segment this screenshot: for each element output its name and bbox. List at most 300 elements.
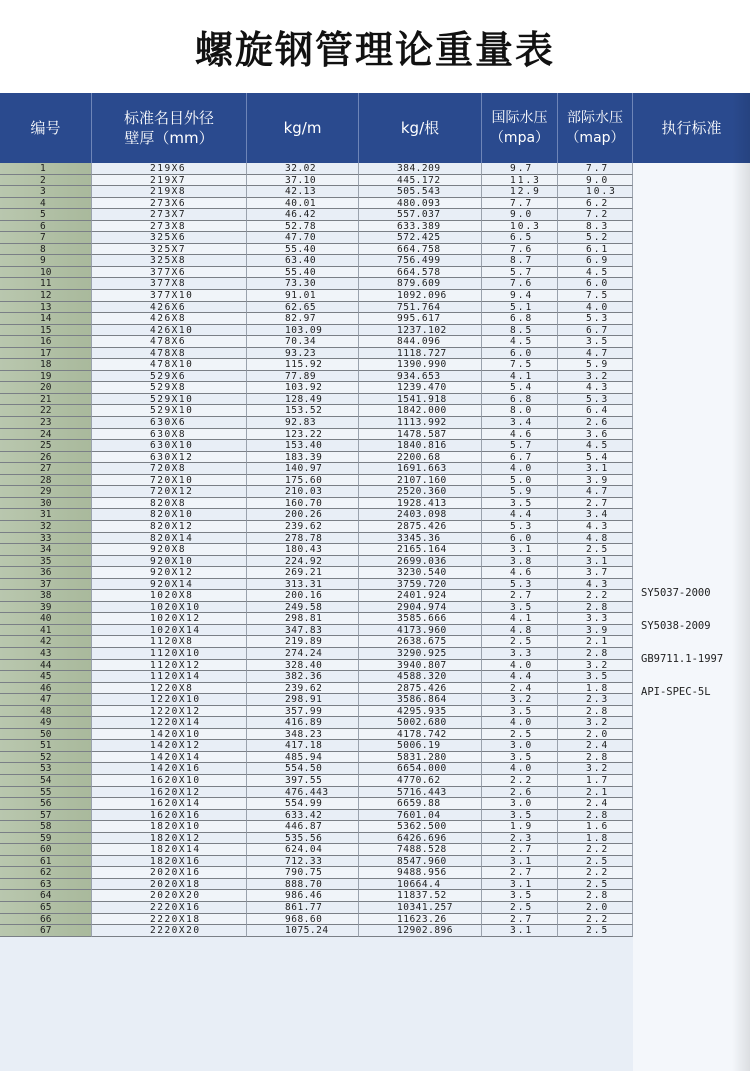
row-dept-pressure: 2.8 <box>558 890 633 902</box>
table-body <box>0 163 633 937</box>
row-kg-per-pipe: 3585.666 <box>359 613 482 625</box>
row-intl-pressure: 2.7 <box>482 844 558 856</box>
row-spec: 820X10 <box>92 509 247 521</box>
row-kg-per-pipe: 9488.956 <box>359 867 482 879</box>
row-kg-per-pipe: 4588.320 <box>359 671 482 683</box>
row-spec: 426X8 <box>92 313 247 325</box>
row-spec: 920X12 <box>92 567 247 579</box>
row-intl-pressure: 1.9 <box>482 821 558 833</box>
row-intl-pressure: 4.4 <box>482 509 558 521</box>
row-dept-pressure: 2.2 <box>558 914 633 926</box>
row-intl-pressure: 4.0 <box>482 463 558 475</box>
table-row <box>0 278 633 290</box>
row-dept-pressure: 1.8 <box>558 683 633 695</box>
row-intl-pressure: 2.5 <box>482 636 558 648</box>
row-kg-per-pipe: 1478.587 <box>359 429 482 441</box>
row-kg-per-m: 40.01 <box>247 198 359 210</box>
row-intl-pressure: 4.0 <box>482 763 558 775</box>
table-row <box>0 336 633 348</box>
row-kg-per-m: 986.46 <box>247 890 359 902</box>
standards-column <box>633 163 750 1071</box>
row-dept-pressure: 4.8 <box>558 533 633 545</box>
row-kg-per-pipe: 4770.62 <box>359 775 482 787</box>
row-dept-pressure: 2.3 <box>558 694 633 706</box>
row-number: 59 <box>0 833 92 845</box>
row-number: 3 <box>0 186 92 198</box>
row-intl-pressure: 2.4 <box>482 683 558 695</box>
row-spec: 426X10 <box>92 325 247 337</box>
row-spec: 219X7 <box>92 175 247 187</box>
row-kg-per-pipe: 995.617 <box>359 313 482 325</box>
row-kg-per-m: 55.40 <box>247 267 359 279</box>
row-kg-per-m: 183.39 <box>247 452 359 464</box>
header-intl-line2: （mpa） <box>489 130 550 146</box>
row-kg-per-pipe: 10664.4 <box>359 879 482 891</box>
table-row <box>0 821 633 833</box>
row-spec: 1420X10 <box>92 729 247 741</box>
row-spec: 2220X18 <box>92 914 247 926</box>
row-number: 35 <box>0 556 92 568</box>
row-dept-pressure: 3.1 <box>558 556 633 568</box>
row-intl-pressure: 10.3 <box>482 221 558 233</box>
row-kg-per-pipe: 4173.960 <box>359 625 482 637</box>
row-intl-pressure: 3.4 <box>482 417 558 429</box>
row-kg-per-m: 269.21 <box>247 567 359 579</box>
row-dept-pressure: 5.3 <box>558 313 633 325</box>
row-intl-pressure: 5.9 <box>482 486 558 498</box>
row-intl-pressure: 3.5 <box>482 706 558 718</box>
row-intl-pressure: 8.5 <box>482 325 558 337</box>
table-row <box>0 440 633 452</box>
row-spec: 1620X10 <box>92 775 247 787</box>
table-row <box>0 382 633 394</box>
row-number: 11 <box>0 278 92 290</box>
header-standard <box>633 93 750 163</box>
row-number: 42 <box>0 636 92 648</box>
row-spec: 1420X14 <box>92 752 247 764</box>
table-row <box>0 163 633 175</box>
table-row <box>0 752 633 764</box>
row-kg-per-pipe: 8547.960 <box>359 856 482 868</box>
row-dept-pressure: 2.8 <box>558 810 633 822</box>
row-number: 20 <box>0 382 92 394</box>
row-kg-per-pipe: 1239.470 <box>359 382 482 394</box>
row-dept-pressure: 2.5 <box>558 879 633 891</box>
table-row <box>0 740 633 752</box>
row-number: 56 <box>0 798 92 810</box>
row-kg-per-pipe: 7601.04 <box>359 810 482 822</box>
row-spec: 1120X14 <box>92 671 247 683</box>
row-kg-per-m: 554.99 <box>247 798 359 810</box>
row-intl-pressure: 6.8 <box>482 313 558 325</box>
table-row <box>0 267 633 279</box>
row-number: 27 <box>0 463 92 475</box>
row-kg-per-m: 37.10 <box>247 175 359 187</box>
row-dept-pressure: 3.4 <box>558 509 633 521</box>
row-spec: 1820X12 <box>92 833 247 845</box>
table-row <box>0 879 633 891</box>
row-dept-pressure: 2.0 <box>558 902 633 914</box>
row-number: 5 <box>0 209 92 221</box>
row-intl-pressure: 4.0 <box>482 660 558 672</box>
row-dept-pressure: 2.2 <box>558 844 633 856</box>
table-row <box>0 255 633 267</box>
row-dept-pressure: 4.3 <box>558 521 633 533</box>
row-dept-pressure: 4.5 <box>558 440 633 452</box>
row-number: 30 <box>0 498 92 510</box>
row-spec: 1020X8 <box>92 590 247 602</box>
row-kg-per-m: 224.92 <box>247 556 359 568</box>
row-spec: 1020X12 <box>92 613 247 625</box>
row-number: 2 <box>0 175 92 187</box>
header-number <box>0 93 92 163</box>
row-kg-per-pipe: 557.037 <box>359 209 482 221</box>
table-row <box>0 244 633 256</box>
row-kg-per-pipe: 1092.096 <box>359 290 482 302</box>
row-dept-pressure: 7.2 <box>558 209 633 221</box>
row-kg-per-m: 82.97 <box>247 313 359 325</box>
row-spec: 1420X16 <box>92 763 247 775</box>
row-spec: 529X8 <box>92 382 247 394</box>
row-kg-per-pipe: 10341.257 <box>359 902 482 914</box>
row-intl-pressure: 3.1 <box>482 544 558 556</box>
row-dept-pressure: 3.5 <box>558 671 633 683</box>
row-dept-pressure: 5.3 <box>558 394 633 406</box>
row-kg-per-m: 200.26 <box>247 509 359 521</box>
row-kg-per-pipe: 1390.990 <box>359 359 482 371</box>
row-number: 8 <box>0 244 92 256</box>
row-kg-per-m: 446.87 <box>247 821 359 833</box>
row-number: 24 <box>0 429 92 441</box>
row-intl-pressure: 3.5 <box>482 752 558 764</box>
row-spec: 1620X12 <box>92 787 247 799</box>
row-spec: 1420X12 <box>92 740 247 752</box>
row-kg-per-pipe: 3290.925 <box>359 648 482 660</box>
row-kg-per-pipe: 11623.26 <box>359 914 482 926</box>
table-row <box>0 567 633 579</box>
row-intl-pressure: 3.0 <box>482 798 558 810</box>
row-kg-per-m: 485.94 <box>247 752 359 764</box>
row-spec: 720X12 <box>92 486 247 498</box>
table-row <box>0 533 633 545</box>
row-spec: 820X8 <box>92 498 247 510</box>
row-kg-per-pipe: 12902.896 <box>359 925 482 937</box>
row-dept-pressure: 2.2 <box>558 867 633 879</box>
row-number: 31 <box>0 509 92 521</box>
row-kg-per-pipe: 572.425 <box>359 232 482 244</box>
row-kg-per-pipe: 1118.727 <box>359 348 482 360</box>
row-intl-pressure: 2.6 <box>482 787 558 799</box>
row-kg-per-pipe: 2875.426 <box>359 521 482 533</box>
header-kg-per-m-label: kg/m <box>283 119 322 137</box>
row-dept-pressure: 5.9 <box>558 359 633 371</box>
row-dept-pressure: 2.5 <box>558 856 633 868</box>
row-intl-pressure: 7.6 <box>482 278 558 290</box>
row-dept-pressure: 2.1 <box>558 636 633 648</box>
row-dept-pressure: 3.9 <box>558 475 633 487</box>
row-dept-pressure: 3.2 <box>558 717 633 729</box>
row-kg-per-pipe: 6426.696 <box>359 833 482 845</box>
row-spec: 2020X20 <box>92 890 247 902</box>
table-row <box>0 671 633 683</box>
row-spec: 720X8 <box>92 463 247 475</box>
row-kg-per-m: 175.60 <box>247 475 359 487</box>
row-intl-pressure: 9.4 <box>482 290 558 302</box>
row-kg-per-m: 92.83 <box>247 417 359 429</box>
table-row <box>0 602 633 614</box>
row-kg-per-m: 62.65 <box>247 302 359 314</box>
header-dept-line1: 部际水压 <box>566 110 623 126</box>
row-intl-pressure: 9.7 <box>482 163 558 175</box>
row-spec: 1020X14 <box>92 625 247 637</box>
row-kg-per-m: 313.31 <box>247 579 359 591</box>
row-dept-pressure: 7.7 <box>558 163 633 175</box>
table-row <box>0 914 633 926</box>
row-number: 36 <box>0 567 92 579</box>
row-kg-per-m: 42.13 <box>247 186 359 198</box>
row-spec: 630X12 <box>92 452 247 464</box>
row-kg-per-m: 535.56 <box>247 833 359 845</box>
row-spec: 720X10 <box>92 475 247 487</box>
row-number: 17 <box>0 348 92 360</box>
row-kg-per-pipe: 2403.098 <box>359 509 482 521</box>
table-row <box>0 371 633 383</box>
row-spec: 273X7 <box>92 209 247 221</box>
row-intl-pressure: 4.5 <box>482 336 558 348</box>
table-row <box>0 290 633 302</box>
row-kg-per-pipe: 4178.742 <box>359 729 482 741</box>
row-kg-per-m: 888.70 <box>247 879 359 891</box>
row-kg-per-pipe: 5006.19 <box>359 740 482 752</box>
row-number: 52 <box>0 752 92 764</box>
row-spec: 325X7 <box>92 244 247 256</box>
row-number: 26 <box>0 452 92 464</box>
row-kg-per-pipe: 5831.280 <box>359 752 482 764</box>
row-kg-per-pipe: 2904.974 <box>359 602 482 614</box>
row-number: 48 <box>0 706 92 718</box>
row-kg-per-m: 32.02 <box>247 163 359 175</box>
row-dept-pressure: 6.0 <box>558 278 633 290</box>
row-number: 23 <box>0 417 92 429</box>
row-dept-pressure: 6.1 <box>558 244 633 256</box>
row-spec: 1620X14 <box>92 798 247 810</box>
table-row <box>0 405 633 417</box>
row-kg-per-m: 239.62 <box>247 521 359 533</box>
row-number: 55 <box>0 787 92 799</box>
row-dept-pressure: 3.5 <box>558 336 633 348</box>
row-intl-pressure: 4.6 <box>482 429 558 441</box>
row-dept-pressure: 5.4 <box>558 452 633 464</box>
row-kg-per-pipe: 6654.000 <box>359 763 482 775</box>
row-spec: 273X8 <box>92 221 247 233</box>
row-number: 33 <box>0 533 92 545</box>
row-kg-per-m: 47.70 <box>247 232 359 244</box>
header-kg-per-m <box>247 93 359 163</box>
row-dept-pressure: 2.5 <box>558 925 633 937</box>
table-row <box>0 544 633 556</box>
row-kg-per-m: 140.97 <box>247 463 359 475</box>
row-intl-pressure: 4.1 <box>482 613 558 625</box>
row-dept-pressure: 3.2 <box>558 763 633 775</box>
row-kg-per-pipe: 2165.164 <box>359 544 482 556</box>
row-intl-pressure: 3.1 <box>482 925 558 937</box>
row-spec: 1820X10 <box>92 821 247 833</box>
row-kg-per-m: 55.40 <box>247 244 359 256</box>
row-number: 32 <box>0 521 92 533</box>
row-kg-per-pipe: 384.209 <box>359 163 482 175</box>
row-kg-per-m: 249.58 <box>247 602 359 614</box>
row-kg-per-m: 298.91 <box>247 694 359 706</box>
row-number: 44 <box>0 660 92 672</box>
row-dept-pressure: 4.3 <box>558 579 633 591</box>
row-kg-per-m: 128.49 <box>247 394 359 406</box>
table-row <box>0 463 633 475</box>
row-intl-pressure: 6.5 <box>482 232 558 244</box>
standard-item: SY5037-2000 <box>641 587 711 599</box>
row-kg-per-m: 115.92 <box>247 359 359 371</box>
row-number: 4 <box>0 198 92 210</box>
row-kg-per-m: 52.78 <box>247 221 359 233</box>
row-spec: 478X6 <box>92 336 247 348</box>
row-spec: 1220X14 <box>92 717 247 729</box>
row-number: 15 <box>0 325 92 337</box>
row-spec: 2220X20 <box>92 925 247 937</box>
table-header <box>0 93 750 163</box>
row-number: 43 <box>0 648 92 660</box>
table-row <box>0 660 633 672</box>
row-number: 21 <box>0 394 92 406</box>
row-kg-per-pipe: 5002.680 <box>359 717 482 729</box>
table-row <box>0 521 633 533</box>
row-number: 19 <box>0 371 92 383</box>
row-kg-per-pipe: 2401.924 <box>359 590 482 602</box>
row-number: 14 <box>0 313 92 325</box>
row-spec: 426X6 <box>92 302 247 314</box>
row-kg-per-m: 91.01 <box>247 290 359 302</box>
row-spec: 1220X10 <box>92 694 247 706</box>
row-kg-per-m: 712.33 <box>247 856 359 868</box>
table-row <box>0 452 633 464</box>
row-spec: 820X14 <box>92 533 247 545</box>
row-spec: 529X10 <box>92 405 247 417</box>
row-number: 40 <box>0 613 92 625</box>
row-kg-per-m: 357.99 <box>247 706 359 718</box>
row-dept-pressure: 6.7 <box>558 325 633 337</box>
table-row <box>0 313 633 325</box>
row-intl-pressure: 5.3 <box>482 579 558 591</box>
row-kg-per-pipe: 3940.807 <box>359 660 482 672</box>
row-kg-per-pipe: 6659.88 <box>359 798 482 810</box>
row-kg-per-m: 397.55 <box>247 775 359 787</box>
row-kg-per-m: 554.50 <box>247 763 359 775</box>
table-row <box>0 625 633 637</box>
row-spec: 1120X12 <box>92 660 247 672</box>
table-row <box>0 325 633 337</box>
row-intl-pressure: 2.5 <box>482 729 558 741</box>
row-spec: 2220X16 <box>92 902 247 914</box>
row-kg-per-m: 348.23 <box>247 729 359 741</box>
table-row <box>0 590 633 602</box>
row-dept-pressure: 6.9 <box>558 255 633 267</box>
row-number: 41 <box>0 625 92 637</box>
row-kg-per-pipe: 1237.102 <box>359 325 482 337</box>
row-dept-pressure: 2.4 <box>558 798 633 810</box>
row-kg-per-m: 1075.24 <box>247 925 359 937</box>
table-row <box>0 175 633 187</box>
row-dept-pressure: 1.8 <box>558 833 633 845</box>
row-dept-pressure: 6.4 <box>558 405 633 417</box>
row-dept-pressure: 2.8 <box>558 752 633 764</box>
row-intl-pressure: 2.7 <box>482 867 558 879</box>
row-dept-pressure: 3.2 <box>558 660 633 672</box>
table-row <box>0 706 633 718</box>
row-number: 25 <box>0 440 92 452</box>
row-intl-pressure: 4.4 <box>482 671 558 683</box>
row-dept-pressure: 2.8 <box>558 602 633 614</box>
row-intl-pressure: 8.0 <box>482 405 558 417</box>
row-intl-pressure: 2.5 <box>482 902 558 914</box>
row-spec: 478X10 <box>92 359 247 371</box>
row-kg-per-pipe: 445.172 <box>359 175 482 187</box>
row-kg-per-pipe: 11837.52 <box>359 890 482 902</box>
row-intl-pressure: 5.0 <box>482 475 558 487</box>
row-kg-per-pipe: 2638.675 <box>359 636 482 648</box>
row-kg-per-pipe: 3759.720 <box>359 579 482 591</box>
row-dept-pressure: 2.6 <box>558 417 633 429</box>
row-kg-per-pipe: 7488.528 <box>359 844 482 856</box>
row-spec: 478X8 <box>92 348 247 360</box>
row-spec: 529X6 <box>92 371 247 383</box>
row-dept-pressure: 8.3 <box>558 221 633 233</box>
row-intl-pressure: 12.9 <box>482 186 558 198</box>
header-number-label: 编号 <box>30 119 61 137</box>
row-intl-pressure: 7.5 <box>482 359 558 371</box>
row-dept-pressure: 2.2 <box>558 590 633 602</box>
row-kg-per-m: 123.22 <box>247 429 359 441</box>
table-row <box>0 198 633 210</box>
table-row <box>0 902 633 914</box>
row-number: 63 <box>0 879 92 891</box>
row-kg-per-pipe: 756.499 <box>359 255 482 267</box>
row-spec: 1820X14 <box>92 844 247 856</box>
row-intl-pressure: 2.7 <box>482 590 558 602</box>
row-dept-pressure: 7.5 <box>558 290 633 302</box>
table-row <box>0 717 633 729</box>
row-dept-pressure: 2.0 <box>558 729 633 741</box>
header-dept-line2: （map） <box>565 130 625 146</box>
row-dept-pressure: 5.2 <box>558 232 633 244</box>
row-spec: 325X8 <box>92 255 247 267</box>
row-kg-per-m: 861.77 <box>247 902 359 914</box>
row-dept-pressure: 3.1 <box>558 463 633 475</box>
row-number: 46 <box>0 683 92 695</box>
row-spec: 630X10 <box>92 440 247 452</box>
row-kg-per-m: 70.34 <box>247 336 359 348</box>
table-row <box>0 683 633 695</box>
row-kg-per-pipe: 1840.816 <box>359 440 482 452</box>
row-kg-per-pipe: 1691.663 <box>359 463 482 475</box>
header-spec-line2: 壁厚（mm） <box>124 129 214 147</box>
row-dept-pressure: 10.3 <box>558 186 633 198</box>
row-number: 50 <box>0 729 92 741</box>
row-spec: 1620X16 <box>92 810 247 822</box>
row-kg-per-m: 624.04 <box>247 844 359 856</box>
row-kg-per-m: 347.83 <box>247 625 359 637</box>
row-kg-per-m: 103.09 <box>247 325 359 337</box>
row-kg-per-m: 210.03 <box>247 486 359 498</box>
row-kg-per-pipe: 480.093 <box>359 198 482 210</box>
table-row <box>0 209 633 221</box>
